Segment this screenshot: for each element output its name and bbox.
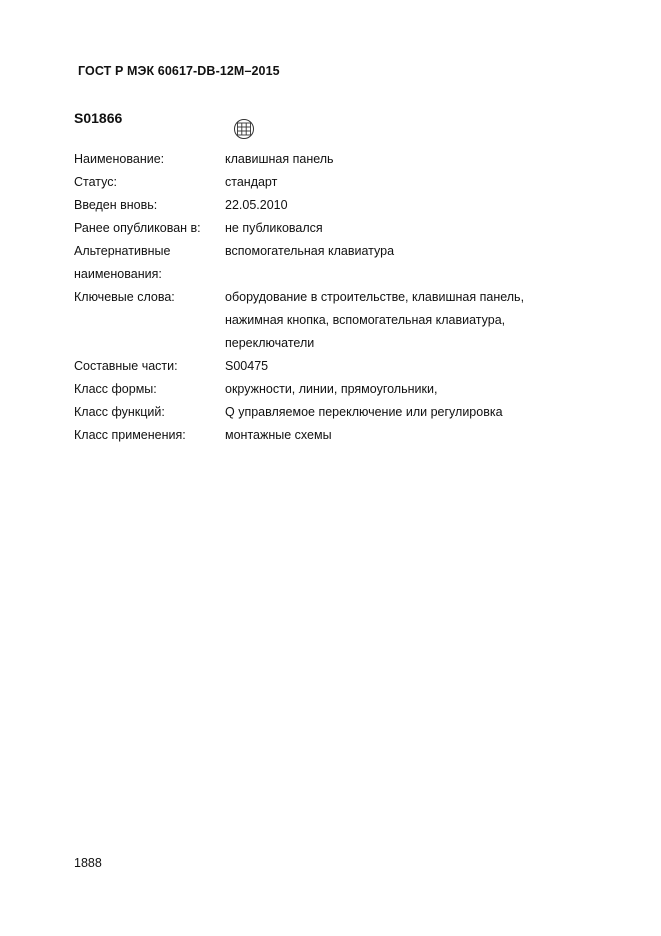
- property-value: стандарт: [225, 175, 278, 189]
- property-label: Введен вновь:: [74, 198, 158, 212]
- property-row-status: [74, 171, 614, 194]
- property-value: нажимная кнопка, вспомогательная клавиатура,: [225, 313, 506, 327]
- property-value: окружности, линии, прямоугольники,: [225, 382, 438, 396]
- property-row-application-class: [74, 424, 614, 447]
- property-row-previously-published: [74, 217, 614, 240]
- property-label: Ключевые слова:: [74, 290, 175, 304]
- property-value: вспомогательная клавиатура: [225, 244, 395, 258]
- property-value: клавишная панель: [225, 152, 334, 166]
- property-value: S00475: [225, 359, 269, 373]
- property-row-name: [74, 148, 614, 171]
- property-value: Q управляемое переключение или регулировка: [225, 405, 503, 419]
- property-value: оборудование в строительстве, клавишная панель,: [225, 290, 525, 304]
- property-label: Наименование:: [74, 152, 165, 166]
- property-label: Класс применения:: [74, 428, 186, 442]
- property-row-introduced: [74, 194, 614, 217]
- property-value: не публиковался: [225, 221, 323, 235]
- property-label: Составные части:: [74, 359, 178, 373]
- property-row-function-class: [74, 401, 614, 424]
- page-number: 1888: [74, 856, 102, 870]
- property-row-keywords-line2: [74, 309, 614, 332]
- property-label-empty: [74, 309, 225, 332]
- property-row-components: [74, 355, 614, 378]
- property-label-empty: [74, 332, 225, 355]
- property-label: Альтернативные: [74, 244, 171, 258]
- document-header: ГОСТ Р МЭК 60617-DB-12М–2015: [78, 64, 280, 78]
- property-row-alternative-names: [74, 240, 614, 263]
- property-row-keywords: [74, 286, 614, 309]
- property-label: Класс функций:: [74, 405, 165, 419]
- property-row-shape-class: [74, 378, 614, 401]
- keypad-symbol-icon: [232, 118, 256, 140]
- property-value: [225, 263, 614, 286]
- property-value: 22.05.2010: [225, 198, 288, 212]
- property-label: Класс формы:: [74, 382, 157, 396]
- property-label: Ранее опубликован в:: [74, 221, 201, 235]
- property-row-alternative-names-cont: [74, 263, 614, 286]
- symbol-properties: [74, 148, 614, 447]
- property-label: наименования:: [74, 267, 162, 281]
- symbol-code: S01866: [74, 110, 123, 126]
- property-label: Статус:: [74, 175, 117, 189]
- property-value: переключатели: [225, 336, 315, 350]
- property-row-keywords-line3: [74, 332, 614, 355]
- property-value: монтажные схемы: [225, 428, 332, 442]
